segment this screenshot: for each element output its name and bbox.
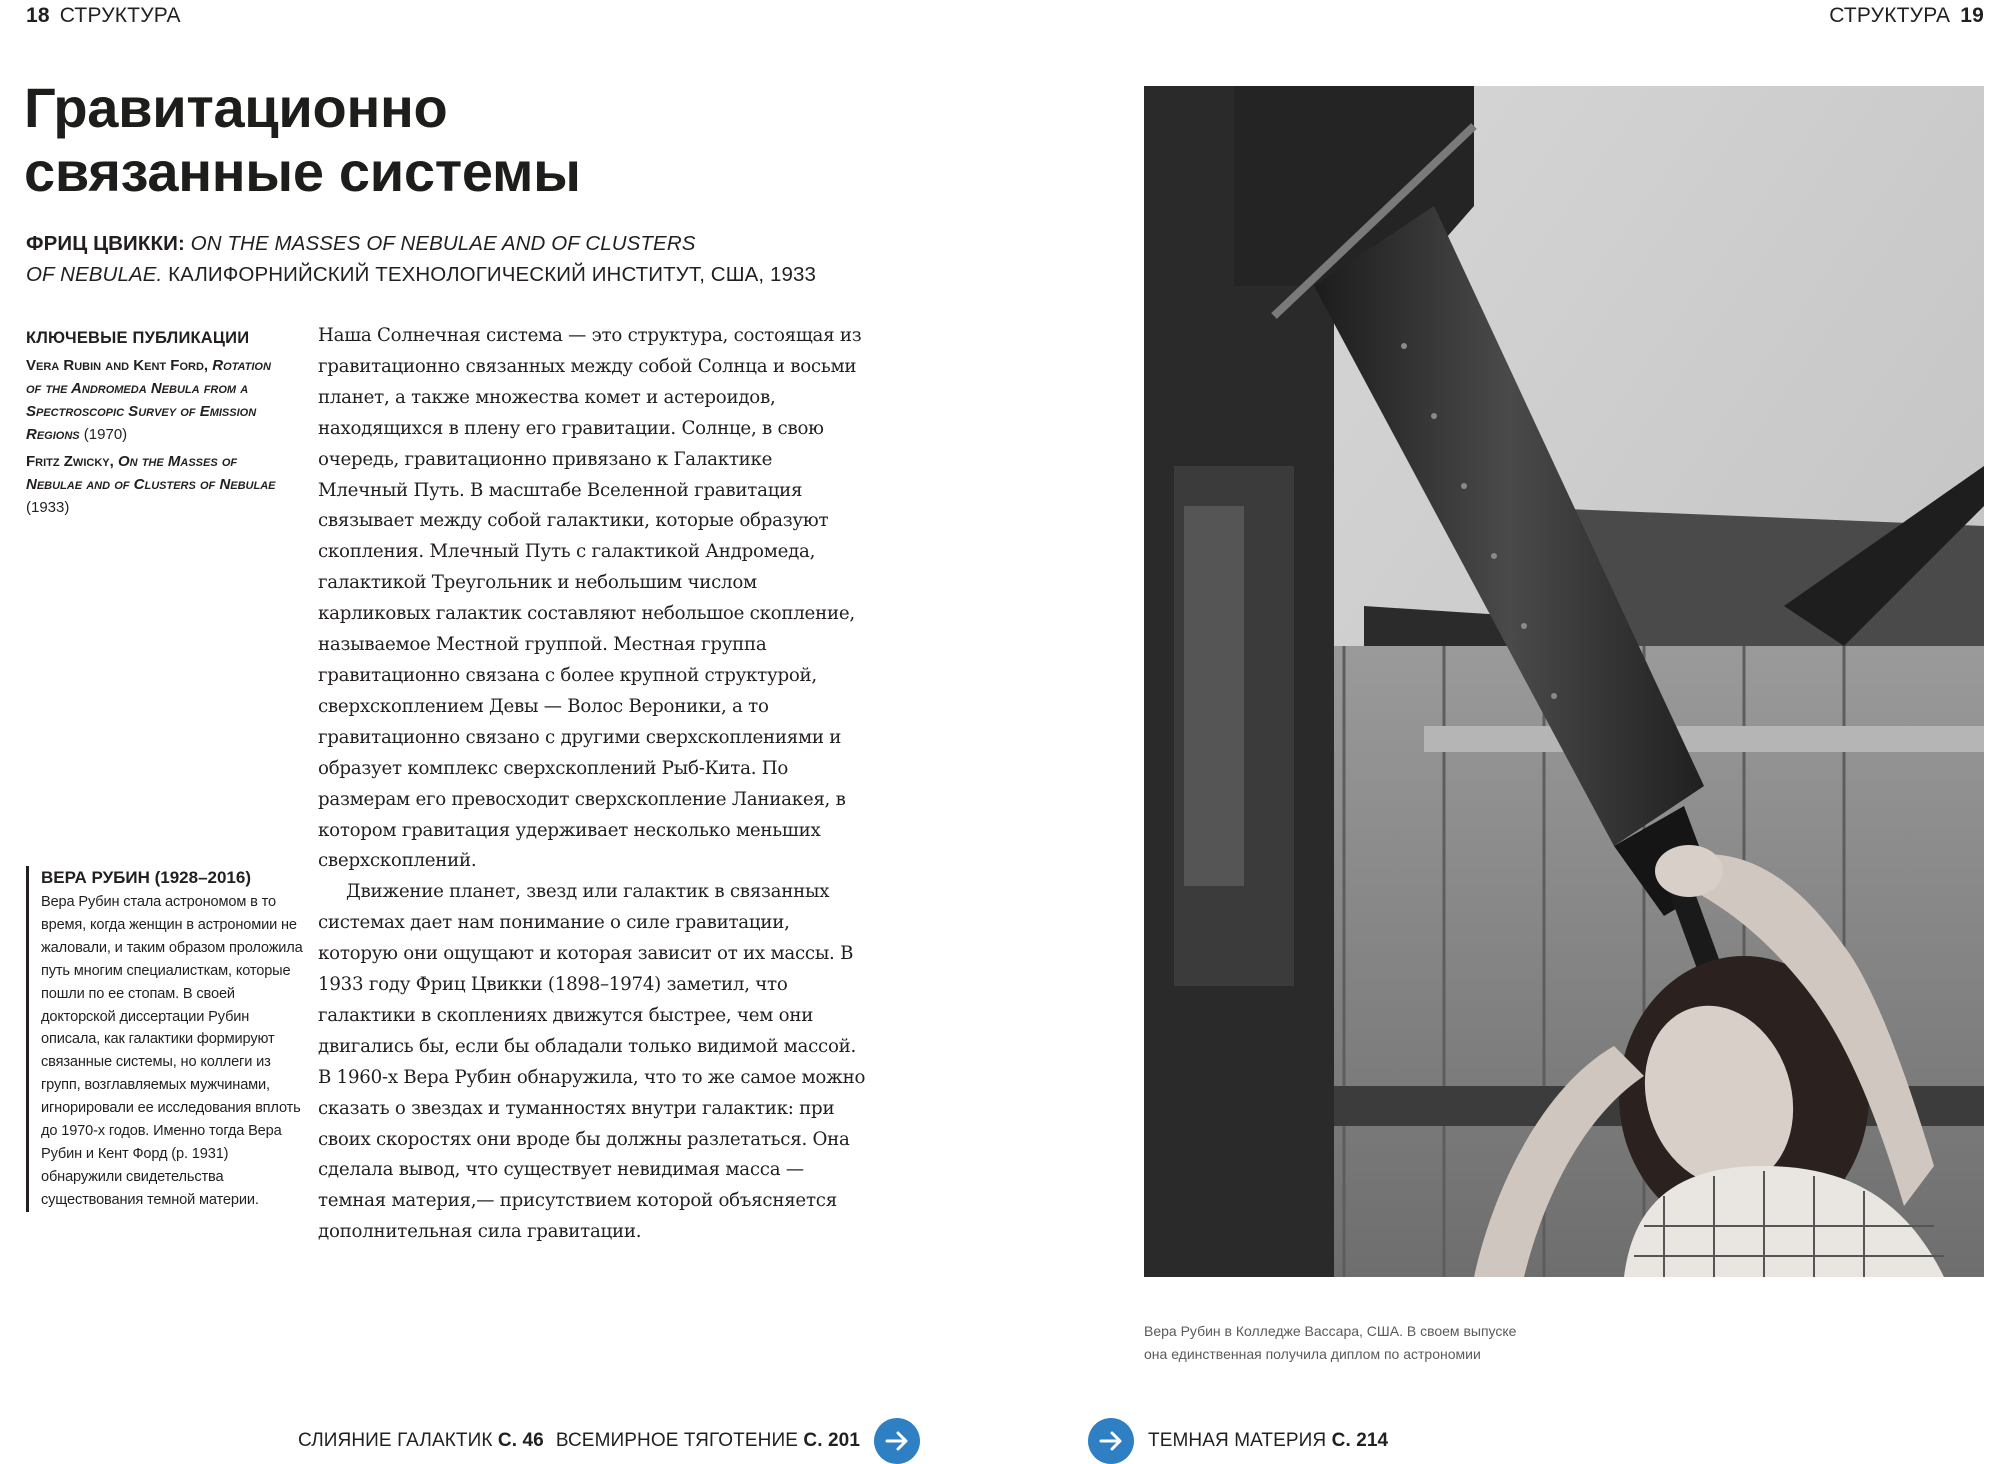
hand (1655, 845, 1723, 897)
arrow-right-icon[interactable] (1088, 1418, 1134, 1464)
source-work-line-1: ON THE MASSES OF NEBULAE AND OF CLUSTERS (190, 232, 696, 255)
xref-label: СЛИЯНИЕ ГАЛАКТИК (298, 1430, 493, 1451)
body-paragraph-1: Наша Солнечная система — это структура, состоящая из гравитационно связанных между собой Солнца и восьми планет, а также множества комет и астероидов, находящихся в плену его гравитации. Солнце, в свою очередь, гравитационно привязано к Галактике Млечный Путь. В масштабе Вселенной гравитация связывает между собой галактики, которые образуют скопления. Млечный Путь с галактикой Андромеда, галактикой Треугольник и небольшим числом карликовых галактик составляют небольшое скопление, называемое Местной группой. Местная группа гравитационно связана с более крупной структурой, сверхскоплением Девы — Волос Вероники, а то гравитационно связано с другими сверхскоплениями и образует комплекс сверхскоплений Рыб-Кита. По размерам его превосходит сверхскопление Ланиакея, в котором гравитация удерживает несколько меньших сверхскоплений. (318, 325, 862, 872)
photo-illustration (1144, 86, 1984, 1277)
source-reference (26, 228, 846, 290)
pier-panel (1184, 506, 1244, 886)
upper-rail (1424, 726, 1984, 752)
section-name-left: СТРУКТУРА (59, 4, 181, 27)
xref-page: С. 201 (803, 1430, 860, 1451)
publication-item (26, 354, 286, 446)
key-publications-heading: КЛЮЧЕВЫЕ ПУБЛИКАЦИИ (26, 329, 250, 347)
running-head-left (26, 4, 181, 28)
caption-line-1: Вера Рубин в Колледже Вассара, США. В своем выпуске (1144, 1323, 1517, 1339)
publication-authors: Vera Rubin and Kent Ford, (26, 357, 209, 374)
page-number-left: 18 (26, 4, 50, 27)
arrow-right-glyph (883, 1427, 911, 1455)
caption-line-2: она единственная получила диплом по астрономии (1144, 1346, 1481, 1362)
publication-authors: Fritz Zwicky, (26, 453, 114, 470)
biography-sidebar (26, 866, 303, 1212)
xref-page: С. 46 (497, 1430, 544, 1451)
publication-item (26, 450, 286, 519)
publication-title: On the Masses of Nebulae and of Clusters of Nebulae (26, 453, 276, 493)
key-publications (26, 326, 286, 523)
xref-label: ВСЕМИРНОЕ ТЯГОТЕНИЕ (555, 1430, 799, 1451)
page-title (24, 76, 581, 204)
xref-label: ТЕМНАЯ МАТЕРИЯ (1148, 1430, 1327, 1451)
publication-title: Rotation of the Andromeda Nebula from a Spectroscopic Survey of Emission Regions (26, 357, 271, 443)
body-paragraph-2: Движение планет, звезд или галактик в связанных системах дает нам понимание о силе гравитации, которую они ощущают и которая зависит от их массы. В 1933 году Фриц Цвикки (1898–1974) заметил, что галактики в скоплениях движутся быстрее, чем они двигались бы, если бы обладали только видимой массой. В 1960-х Вера Рубин обнаружила, что то же самое можно сказать о звездах и туманностях внутри галактик: при своих скоростях они вроде бы должны разлетаться. Она сделала вывод, что существует невидимая масса — темная материя,— присутствием которой объясняется дополнительная сила гравитации. (318, 881, 866, 1243)
source-work-line-2: OF NEBULAE. (26, 263, 163, 286)
publication-year: (1933) (26, 499, 70, 516)
biography-heading: ВЕРА РУБИН (1928–2016) (41, 868, 252, 887)
photo-vera-rubin-telescope (1144, 86, 1984, 1277)
publication-year: (1970) (83, 426, 128, 443)
main-text (318, 321, 866, 1248)
xref-universal-gravitation[interactable] (556, 1430, 860, 1452)
arrow-right-glyph (1097, 1427, 1125, 1455)
section-name-right: СТРУКТУРА (1829, 4, 1951, 27)
biography-text: Вера Рубин стала астрономом в то время, когда женщин в астрономии не жаловали, и таким образом проложила путь многим специалисткам, которые пошли по ее стопам. В своей докторской диссертации Рубин описала, как галактики формируют связанные системы, но коллеги из групп, возглавляемых мужчинами, игнорировали ее исследования вплоть до 1970-х годов. Именно тогда Вера Рубин и Кент Форд (р. 1931) обнаружили свидетельства существования темной материи. (41, 894, 303, 1208)
source-institution: КАЛИФОРНИЙСКИЙ ТЕХНОЛОГИЧЕСКИЙ ИНСТИТУТ, США, 1933 (168, 263, 816, 286)
page-number-right: 19 (1960, 4, 1984, 27)
xref-galaxy-merger[interactable] (298, 1430, 544, 1452)
title-line-1: Гравитационно (24, 76, 448, 139)
footer-cross-references-right (1088, 1418, 1388, 1464)
footer-cross-references-left (298, 1418, 920, 1464)
xref-page: С. 214 (1331, 1430, 1389, 1451)
xref-dark-matter[interactable] (1148, 1430, 1388, 1452)
title-line-2: связанные системы (24, 140, 581, 203)
source-author: ФРИЦ ЦВИККИ: (26, 232, 185, 255)
arrow-right-icon[interactable] (874, 1418, 920, 1464)
photo-caption (1144, 1320, 1564, 1366)
running-head-right (1829, 4, 1984, 28)
